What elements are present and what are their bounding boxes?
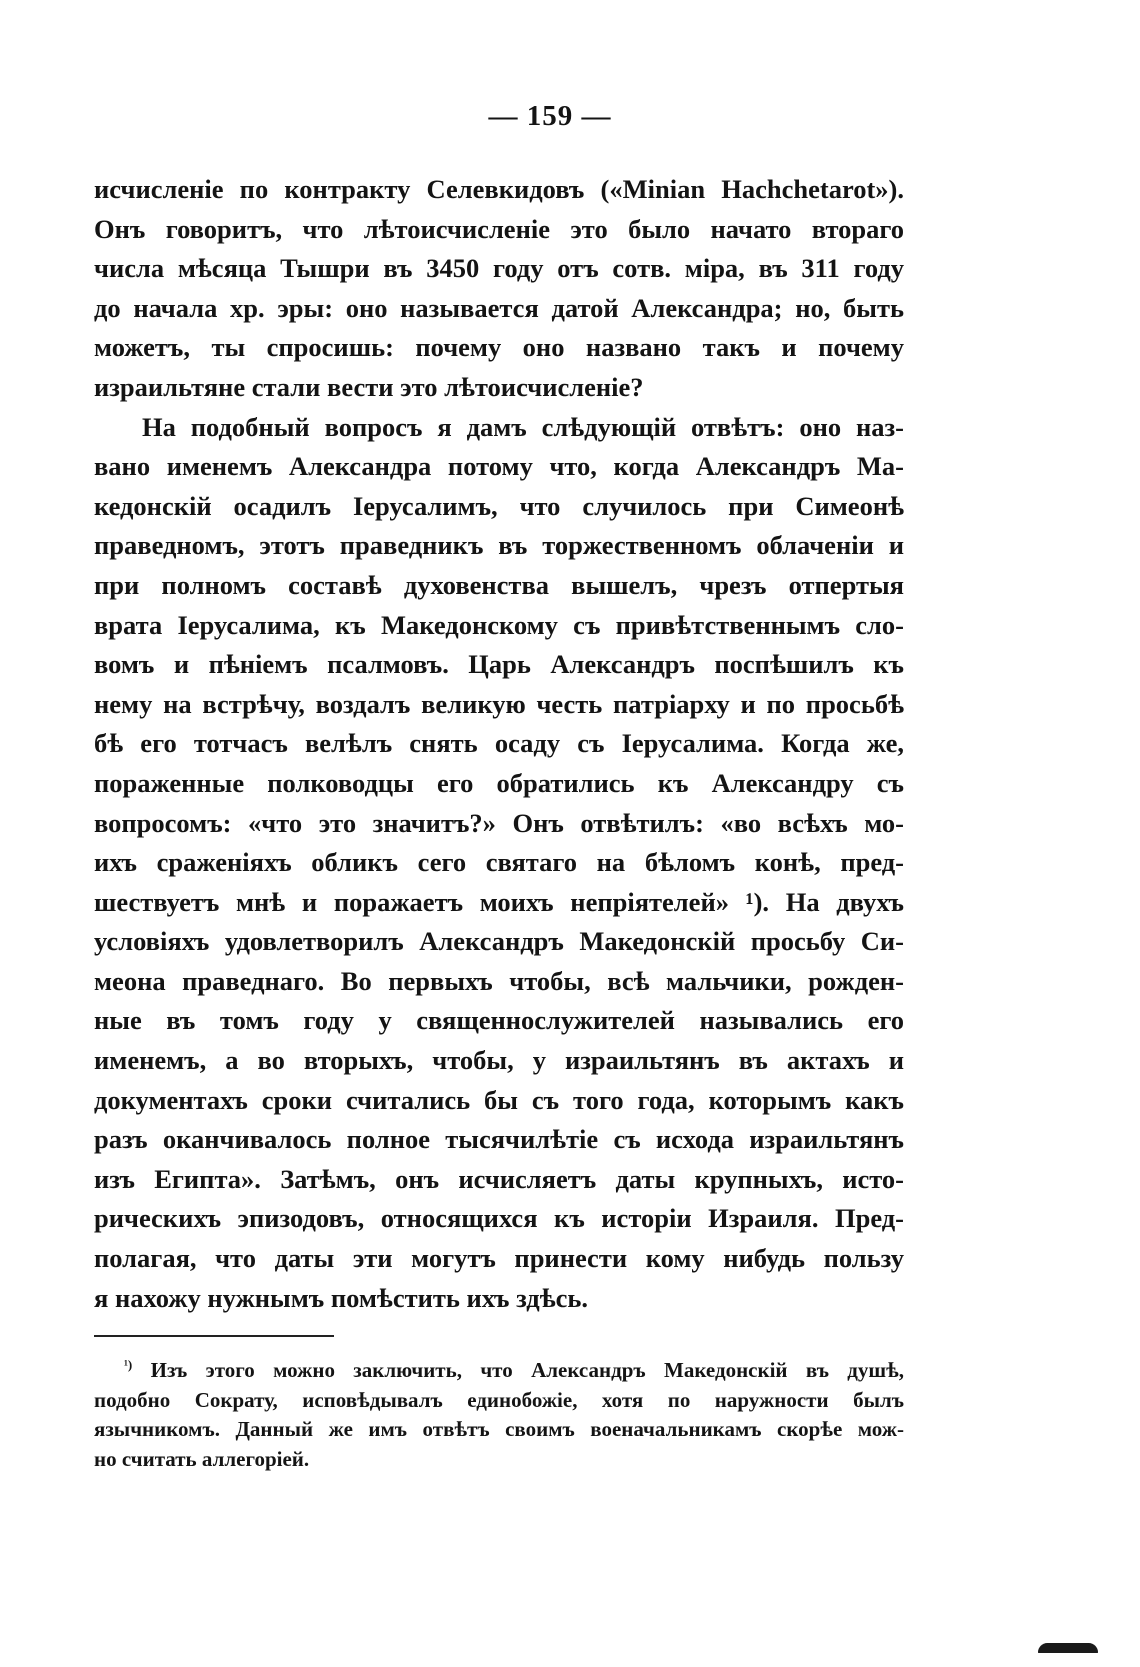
- footnote-line: подобно Сократу, исповѣдывалъ единобожіе, хотя по наружности былъ: [94, 1387, 904, 1412]
- main-text: [94, 170, 904, 1318]
- text-line: я нахожу нужнымъ помѣстить ихъ здѣсь.: [94, 1282, 589, 1313]
- text-line: при полномъ составѣ духовенства вышелъ, чрезъ отпертыя: [94, 569, 904, 600]
- text-line: вано именемъ Александра потому что, когда Александръ Ма-: [94, 451, 904, 482]
- text-line: разъ оканчивалось полное тысячилѣтіе съ исхода израильтянъ: [94, 1124, 904, 1155]
- text-line: до начала хр. эры: оно называется датой Александра; но, быть: [94, 292, 904, 323]
- page-number: — 159 —: [488, 100, 612, 132]
- text-line: ные въ томъ году у священнослужителей назывались его: [94, 1005, 904, 1036]
- text-line: исчисленіе по контракту Селевкидовъ («Minian Hachchetarot»).: [94, 174, 904, 204]
- footnote-divider: [94, 1335, 334, 1337]
- paragraph-2: [94, 408, 904, 1319]
- text-line: пораженные полководцы его обратились къ Александру съ: [94, 767, 904, 798]
- footnote-line: [94, 1356, 904, 1386]
- text-line: ихъ сраженіяхъ обликъ сего святаго на бѣломъ конѣ, пред-: [94, 847, 904, 878]
- text-line: меона праведнаго. Во первыхъ чтобы, всѣ мальчики, рожден-: [94, 965, 904, 996]
- text-line: Онъ говоритъ, что лѣтоисчисленіе это было начато втораго: [94, 213, 904, 244]
- text-line: бѣ его тотчасъ велѣлъ снять осаду съ Іерусалима. Когда же,: [94, 728, 904, 759]
- footnote: [94, 1356, 904, 1474]
- text-line: можетъ, ты спросишь: почему оно названо такъ и почему: [94, 332, 904, 363]
- text-line: рическихъ эпизодовъ, относящихся къ исторіи Израиля. Пред-: [94, 1203, 904, 1234]
- text-line: именемъ, а во вторыхъ, чтобы, у израильтянъ въ актахъ и: [94, 1045, 904, 1076]
- text-line: вомъ и пѣніемъ псалмовъ. Царь Александръ поспѣшилъ къ: [94, 649, 904, 680]
- text-line: числа мѣсяца Тышри въ 3450 году отъ сотв. міра, въ 311 году: [94, 253, 904, 284]
- text-line: На подобный вопросъ я дамъ слѣдующій отвѣтъ: оно наз-: [142, 411, 904, 442]
- text-line: кедонскій осадилъ Іерусалимъ, что случилось при Симеонѣ: [94, 490, 904, 521]
- paragraph-1: [94, 170, 904, 408]
- text-line: шествуетъ мнѣ и поражаетъ моихъ непріятелей» ¹). На двухъ: [94, 886, 904, 917]
- footnote-line: язычникомъ. Данный же имъ отвѣтъ своимъ военачальникамъ скорѣе мож-: [94, 1417, 904, 1441]
- text-line: документахъ сроки считались бы съ того года, которымъ какъ: [94, 1084, 904, 1115]
- text-line: праведномъ, этотъ праведникъ въ торжественномъ облаченіи и: [94, 530, 904, 561]
- text-line: полагая, что даты эти могутъ принести кому нибудь пользу: [94, 1243, 904, 1274]
- text-line: условіяхъ удовлетворилъ Александръ Македонскій просьбу Си-: [94, 926, 904, 957]
- footnote-text: Изъ этого можно заключить, что Александръ Македонскій въ душѣ,: [150, 1358, 904, 1382]
- text-line: вопросомъ: «что это значитъ?» Онъ отвѣтилъ: «во всѣхъ мо-: [94, 807, 904, 838]
- text-line: нему на встрѣчу, воздалъ великую честь патріарху и по просьбѣ: [94, 688, 904, 719]
- scan-artifact: [1038, 1643, 1098, 1653]
- text-line: врата Іерусалима, къ Македонскому съ привѣтственнымъ сло-: [94, 609, 904, 640]
- footnote-marker: ¹): [124, 1357, 133, 1372]
- text-line: изъ Египта». Затѣмъ, онъ исчисляетъ даты крупныхъ, исто-: [94, 1163, 904, 1194]
- footnote-line: но считать аллегоріей.: [94, 1446, 310, 1471]
- text-line: израильтяне стали вести это лѣтоисчисленіе?: [94, 371, 644, 402]
